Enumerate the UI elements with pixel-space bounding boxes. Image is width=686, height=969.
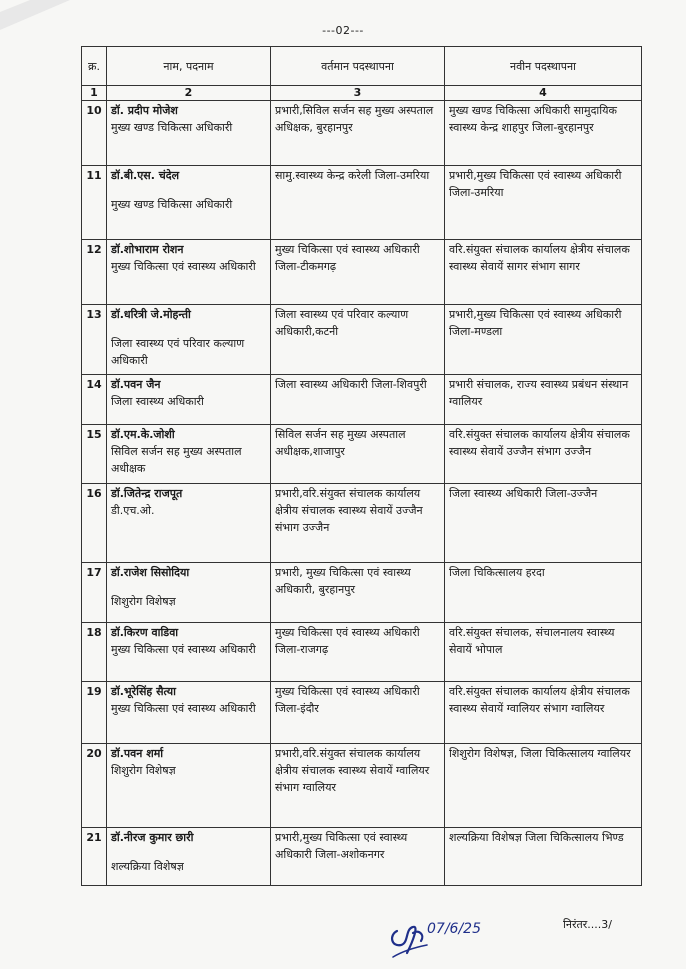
officer-name: डॉ.धरित्री जे.मोहन्ती [111, 308, 191, 321]
header-new-posting: नवीन पदस्थापना [445, 47, 642, 86]
name-cell [107, 484, 271, 563]
officer-designation: मुख्य चिकित्सा एवं स्वास्थ्य अधिकारी [111, 260, 256, 273]
current-posting: जिला स्वास्थ्य एवं परिवार कल्याण अधिकारी,कटनी [271, 305, 445, 375]
column-number: 3 [271, 86, 445, 101]
officer-name: डॉ.राजेश सिसोदिया [111, 566, 190, 579]
name-cell [107, 166, 271, 240]
new-posting: वरि.संयुक्त संचालक कार्यालय क्षेत्रीय संचालक स्वास्थ्य सेवायें उज्जैन संभाग उज्जैन [445, 425, 642, 484]
serial-number: 10 [82, 101, 107, 166]
column-number: 2 [107, 86, 271, 101]
table-row [82, 563, 642, 623]
new-posting: प्रभारी,मुख्य चिकित्सा एवं स्वास्थ्य अधिकारी जिला-उमरिया [445, 166, 642, 240]
name-cell [107, 828, 271, 886]
officer-designation: मुख्य खण्ड चिकित्सा अधिकारी [111, 198, 233, 211]
header-current-posting: वर्तमान पदस्थापना [271, 47, 445, 86]
officer-designation: मुख्य चिकित्सा एवं स्वास्थ्य अधिकारी [111, 643, 256, 656]
name-cell [107, 563, 271, 623]
header-row [82, 47, 642, 86]
officer-designation: मुख्य चिकित्सा एवं स्वास्थ्य अधिकारी [111, 702, 256, 715]
officer-designation: शिशुरोग विशेषज्ञ [111, 764, 176, 777]
name-cell [107, 744, 271, 828]
officer-name: डॉ.नीरज कुमार छारी [111, 831, 194, 844]
current-posting: जिला स्वास्थ्य अधिकारी जिला-शिवपुरी [271, 375, 445, 425]
officer-name: डॉ.शोभाराम रोशन [111, 243, 184, 256]
name-cell [107, 375, 271, 425]
page-number: ---02--- [322, 24, 364, 37]
serial-number: 12 [82, 240, 107, 305]
officer-designation: डी.एच.ओ. [111, 504, 155, 517]
table-row [82, 744, 642, 828]
table-row [82, 240, 642, 305]
table-row [82, 166, 642, 240]
table-row [82, 375, 642, 425]
table-row [82, 828, 642, 886]
new-posting: मुख्य खण्ड चिकित्सा अधिकारी सामुदायिक स्वास्थ्य केन्द्र शाहपुर जिला-बुरहानपुर [445, 101, 642, 166]
table-row [82, 484, 642, 563]
posting-table [81, 46, 642, 886]
current-posting: सिविल सर्जन सह मुख्य अस्पताल अधीक्षक,शाजापुर [271, 425, 445, 484]
handwritten-signature [383, 911, 508, 963]
officer-designation: शिशुरोग विशेषज्ञ [111, 595, 176, 608]
header-serial: क्र. [82, 47, 107, 86]
header-name: नाम, पदनाम [107, 47, 271, 86]
name-cell [107, 425, 271, 484]
current-posting: प्रभारी,वरि.संयुक्त संचालक कार्यालय क्षेत्रीय संचालक स्वास्थ्य सेवायें उज्जैन संभाग उज्जैन [271, 484, 445, 563]
table-row [82, 305, 642, 375]
officer-name: डॉ.पवन जैन [111, 378, 161, 391]
name-cell [107, 682, 271, 744]
new-posting: वरि.संयुक्त संचालक, संचालनालय स्वास्थ्य सेवायें भोपाल [445, 623, 642, 682]
officer-name: डॉ.किरण वाडिवा [111, 626, 179, 639]
name-cell [107, 305, 271, 375]
current-posting: मुख्य चिकित्सा एवं स्वास्थ्य अधिकारी जिला-राजगढ़ [271, 623, 445, 682]
new-posting: शल्यक्रिया विशेषज्ञ जिला चिकित्सालय भिण्ड [445, 828, 642, 886]
officer-name: डॉ.एम.के.जोशी [111, 428, 175, 441]
current-posting: मुख्य चिकित्सा एवं स्वास्थ्य अधिकारी जिला-टीकमगढ़ [271, 240, 445, 305]
current-posting: सामु.स्वास्थ्य केन्द्र करेली जिला-उमरिया [271, 166, 445, 240]
serial-number: 14 [82, 375, 107, 425]
new-posting: शिशुरोग विशेषज्ञ, जिला चिकित्सालय ग्वालियर [445, 744, 642, 828]
current-posting: प्रभारी,सिविल सर्जन सह मुख्य अस्पताल अधिक्षक, बुरहानपुर [271, 101, 445, 166]
current-posting: मुख्य चिकित्सा एवं स्वास्थ्य अधिकारी जिला-इंदौर [271, 682, 445, 744]
name-cell [107, 623, 271, 682]
officer-name: डॉ.बी.एस. चंदेल [111, 169, 180, 182]
new-posting: वरि.संयुक्त संचालक कार्यालय क्षेत्रीय संचालक स्वास्थ्य सेवायें ग्वालियर संभाग ग्वालियर [445, 682, 642, 744]
officer-name: डॉ.भूरेसिंह सैत्या [111, 685, 176, 698]
serial-number: 18 [82, 623, 107, 682]
serial-number: 19 [82, 682, 107, 744]
current-posting: प्रभारी, मुख्य चिकित्सा एवं स्वास्थ्य अधिकारी, बुरहानपुर [271, 563, 445, 623]
new-posting: जिला स्वास्थ्य अधिकारी जिला-उज्जैन [445, 484, 642, 563]
serial-number: 20 [82, 744, 107, 828]
serial-number: 11 [82, 166, 107, 240]
current-posting: प्रभारी,वरि.संयुक्त संचालक कार्यालय क्षेत्रीय संचालक स्वास्थ्य सेवायें ग्वालियर संभाग ग्वालियर [271, 744, 445, 828]
new-posting: प्रभारी,मुख्य चिकित्सा एवं स्वास्थ्य अधिकारी जिला-मण्डला [445, 305, 642, 375]
serial-number: 15 [82, 425, 107, 484]
officer-name: डॉ.जितेन्द्र राजपूत [111, 487, 183, 500]
column-number-row [82, 86, 642, 101]
serial-number: 21 [82, 828, 107, 886]
column-number: 4 [445, 86, 642, 101]
table-row [82, 623, 642, 682]
table-row [82, 425, 642, 484]
table-row [82, 101, 642, 166]
new-posting: जिला चिकित्सालय हरदा [445, 563, 642, 623]
name-cell [107, 101, 271, 166]
officer-designation: जिला स्वास्थ्य अधिकारी [111, 395, 204, 408]
signature-date: 07/6/25 [427, 921, 481, 937]
table-row [82, 682, 642, 744]
serial-number: 13 [82, 305, 107, 375]
serial-number: 17 [82, 563, 107, 623]
new-posting: वरि.संयुक्त संचालक कार्यालय क्षेत्रीय संचालक स्वास्थ्य सेवायें सागर संभाग सागर [445, 240, 642, 305]
officer-designation: मुख्य खण्ड चिकित्सा अधिकारी [111, 121, 233, 134]
officer-name: डॉ. प्रदीप मोजेश [111, 104, 178, 117]
name-cell [107, 240, 271, 305]
continued-marker: निरंतर....3/ [563, 918, 612, 931]
officer-designation: सिविल सर्जन सह मुख्य अस्पताल अधीक्षक [111, 445, 242, 475]
current-posting: प्रभारी,मुख्य चिकित्सा एवं स्वास्थ्य अधिकारी जिला-अशोकनगर [271, 828, 445, 886]
new-posting: प्रभारी संचालक, राज्य स्वास्थ्य प्रबंधन संस्थान ग्वालियर [445, 375, 642, 425]
officer-designation: शल्यक्रिया विशेषज्ञ [111, 860, 184, 873]
column-number: 1 [82, 86, 107, 101]
serial-number: 16 [82, 484, 107, 563]
officer-designation: जिला स्वास्थ्य एवं परिवार कल्याण अधिकारी [111, 337, 245, 367]
officer-name: डॉ.पवन शर्मा [111, 747, 164, 760]
